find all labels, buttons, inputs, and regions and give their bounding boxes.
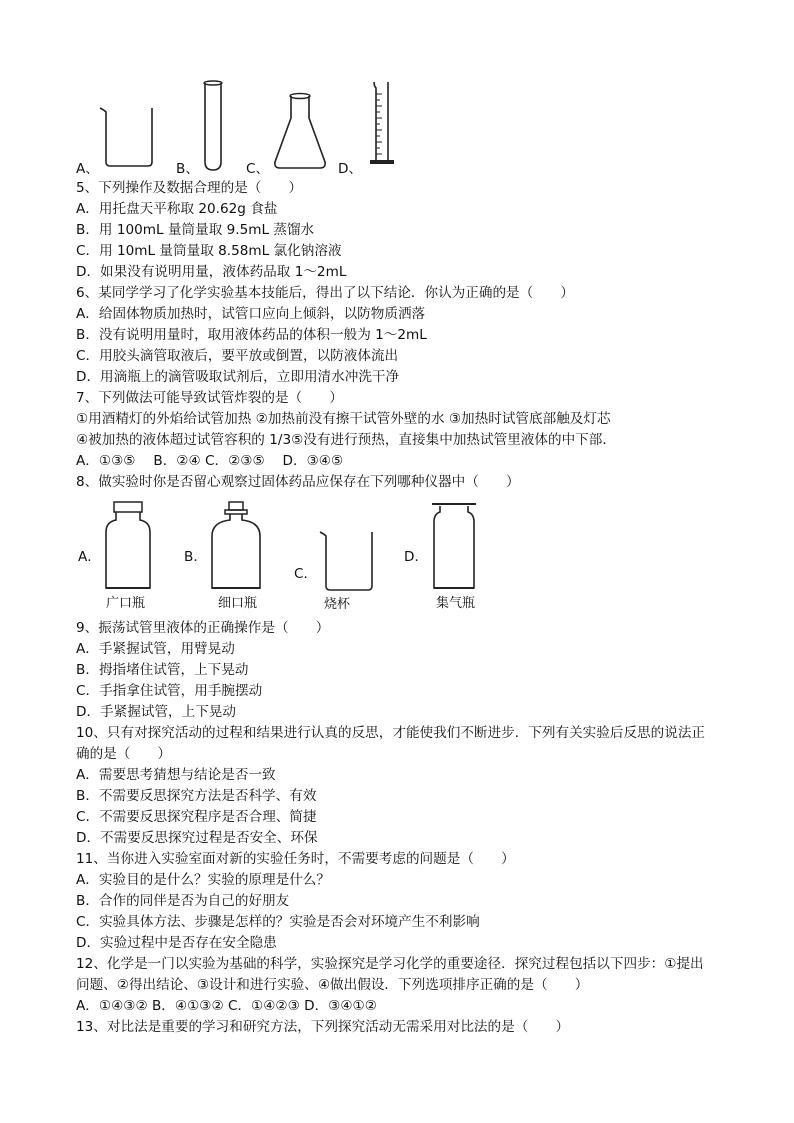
q9-option-d: D．手紧握试管，上下晃动 <box>76 704 236 720</box>
narrow-mouth-bottle-icon <box>208 500 264 592</box>
q10-stem-1: 10、只有对探究活动的过程和结果进行认真的反思，才能使我们不断进步．下列有关实验后反思的说法正 <box>76 725 706 741</box>
gas-jar-icon <box>430 500 478 592</box>
fig2-caption-b: 细口瓶 <box>218 596 258 611</box>
q10-option-c: C．不需要反思探究程序是否合理、简捷 <box>76 809 317 825</box>
q10-option-a: A．需要思考猜想与结论是否一致 <box>76 767 276 783</box>
q9-stem: 9、振荡试管里液体的正确操作是（ ） <box>76 620 330 636</box>
fig2-label-a: A． <box>78 549 101 565</box>
q7-statements-1: ①用酒精灯的外焰给试管加热 ②加热前没有擦干试管外壁的水 ③加热时试管底部触及灯芯 <box>76 411 611 427</box>
fig2-caption-a: 广口瓶 <box>106 596 146 611</box>
q7-options: A．①③⑤ B．②④ C．②③⑤ D．③④⑤ <box>76 453 344 469</box>
q7-statements-2: ④被加热的液体超过试管容积的 1/3⑤没有进行预热，直接集中加热试管里液体的中下部． <box>76 432 616 448</box>
q6-option-a: A．给固体物质加热时，试管口应向上倾斜，以防物质洒落 <box>76 306 426 322</box>
q9-option-c: C．手指拿住试管，用手腕摆动 <box>76 683 263 699</box>
fig2-caption-c: 烧杯 <box>324 597 351 612</box>
q11-option-c: C．实验具体方法、步骤是怎样的？实验是否会对环境产生不利影响 <box>76 914 480 930</box>
fig1-label-b: B、 <box>176 161 199 177</box>
q13-stem: 13、对比法是重要的学习和研究方法，下列探究活动无需采用对比法的是（ ） <box>76 1019 570 1035</box>
q7-stem: 7、下列做法可能导致试管炸裂的是（ ） <box>76 390 343 406</box>
q11-option-b: B．合作的同伴是否为自己的好朋友 <box>76 893 290 909</box>
fig2-label-c: C． <box>294 566 318 582</box>
q10-stem-2: 确的是（ ） <box>76 746 172 762</box>
beaker-icon <box>318 530 378 592</box>
q6-stem: 6、某同学学习了化学实验基本技能后，得出了以下结论．你认为正确的是（ ） <box>76 285 575 301</box>
q6-option-d: D．用滴瓶上的滴管吸取试剂后，立即用清水冲洗干净 <box>76 369 400 385</box>
q10-option-d: D．不需要反思探究过程是否安全、环保 <box>76 830 318 846</box>
q9-option-b: B．拇指堵住试管，上下晃动 <box>76 662 249 678</box>
q5-option-b: B．用 100mL 量筒量取 9.5mL 蒸馏水 <box>76 222 315 238</box>
fig1-label-a: A、 <box>76 161 99 177</box>
beaker-icon <box>98 106 158 168</box>
fig2-label-b: B． <box>184 549 207 565</box>
q5-option-d: D．如果没有说明用量，液体药品取 1～2mL <box>76 264 347 280</box>
q11-option-d: D．实验过程中是否存在安全隐患 <box>76 935 277 951</box>
fig1-label-d: D、 <box>338 161 363 177</box>
q11-stem: 11、当你进入实验室面对新的实验任务时，不需要考虑的问题是（ ） <box>76 851 515 867</box>
q9-option-a: A．手紧握试管，用臂晃动 <box>76 641 235 657</box>
test-tube-icon <box>202 80 224 172</box>
wide-mouth-bottle-icon <box>104 500 152 592</box>
q6-option-c: C．用胶头滴管取液后，要平放或倒置，以防液体流出 <box>76 348 399 364</box>
graduated-cylinder-icon <box>366 80 396 168</box>
fig2-caption-d: 集气瓶 <box>436 596 476 611</box>
q6-option-b: B．没有说明用量时，取用液体药品的体积一般为 1～2mL <box>76 327 427 343</box>
q12-options: A．①④③② B．④①③② C．①④②③ D．③④①② <box>76 998 377 1014</box>
conical-flask-icon <box>272 92 328 172</box>
q11-option-a: A．实验目的是什么？实验的原理是什么？ <box>76 872 330 888</box>
q12-stem-2: 问题、②得出结论、③设计和进行实验、④做出假设．下列选项排序正确的是（ ） <box>76 977 589 993</box>
q8-stem: 8、做实验时你是否留心观察过固体药品应保存在下列哪种仪器中（ ） <box>76 474 520 490</box>
q10-option-b: B．不需要反思探究方法是否科学、有效 <box>76 788 317 804</box>
q5-stem: 5、下列操作及数据合理的是（ ） <box>76 180 303 196</box>
q5-option-a: A．用托盘天平称取 20.62g 食盐 <box>76 201 278 217</box>
q5-option-c: C．用 10mL 量筒量取 8.58mL 氯化钠溶液 <box>76 243 342 259</box>
fig2-label-d: D． <box>404 549 429 565</box>
fig1-label-c: C、 <box>246 161 270 177</box>
q12-stem-1: 12、化学是一门以实验为基础的科学，实验探究是学习化学的重要途径．探究过程包括以下四步：①提出 <box>76 956 704 972</box>
